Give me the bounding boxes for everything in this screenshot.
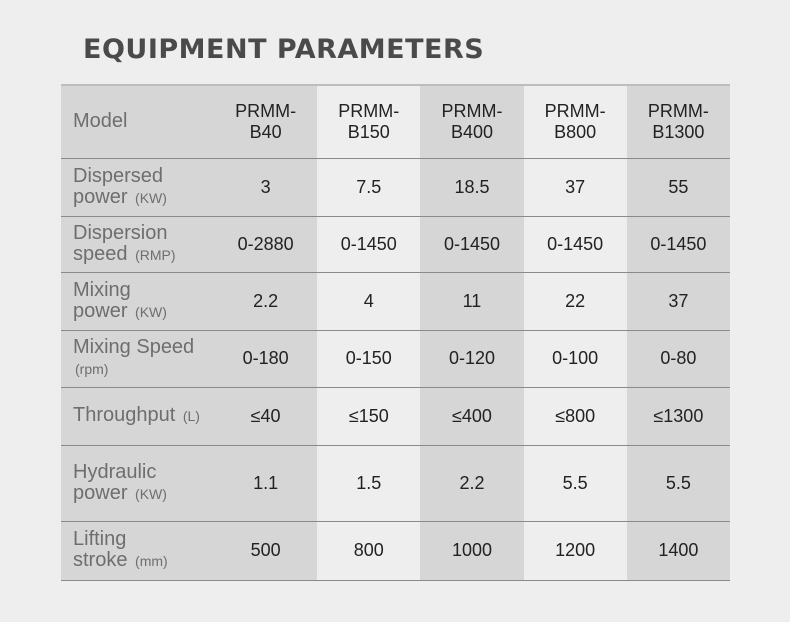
table-cell: 0-1450 xyxy=(317,216,420,272)
row-label xyxy=(61,330,214,387)
table-row xyxy=(61,216,730,272)
row-unit: (KW) xyxy=(135,485,167,502)
table-cell: 18.5 xyxy=(420,158,523,216)
table-cell: 0-1450 xyxy=(420,216,523,272)
table-cell: 7.5 xyxy=(317,158,420,216)
model-name-line1: PRMM- xyxy=(235,100,297,121)
table-cell: 4 xyxy=(317,272,420,330)
row-label-line1: Lifting xyxy=(73,528,127,550)
table-cell: 5.5 xyxy=(627,445,730,521)
table-cell: ≤800 xyxy=(524,387,627,445)
row-label xyxy=(61,387,214,445)
table-cell: 0-100 xyxy=(524,330,627,387)
model-name-line1: PRMM- xyxy=(441,100,503,121)
table-row xyxy=(61,330,730,387)
row-unit: (L) xyxy=(182,408,200,424)
table-cell: 1200 xyxy=(524,521,627,580)
row-label-line1: Mixing xyxy=(73,278,131,301)
model-cell xyxy=(317,85,420,158)
row-label-line1: Dispersion xyxy=(73,221,168,244)
table-cell: 2.2 xyxy=(214,272,317,330)
row-label-line1: Throughput xyxy=(73,404,176,426)
table-cell: 800 xyxy=(317,521,420,580)
table-cell: 0-80 xyxy=(627,330,730,387)
row-label-line2: power xyxy=(73,481,128,504)
table-row xyxy=(61,387,730,445)
model-name-line2: B40 xyxy=(249,121,282,142)
header-label xyxy=(61,85,214,158)
row-label xyxy=(61,272,214,330)
row-unit: (KW) xyxy=(135,303,167,320)
table-row xyxy=(61,272,730,330)
row-label xyxy=(61,158,214,216)
model-name-line2: B400 xyxy=(450,121,493,142)
table-row xyxy=(61,158,730,216)
model-name-line1: PRMM- xyxy=(544,100,606,121)
table-cell: 37 xyxy=(524,158,627,216)
table-cell: 37 xyxy=(627,272,730,330)
row-unit: (KW) xyxy=(135,189,167,206)
row-label-line1: Hydraulic xyxy=(73,460,157,483)
table-cell: ≤150 xyxy=(317,387,420,445)
table-cell: 2.2 xyxy=(420,445,523,521)
row-unit: (RMP) xyxy=(135,246,176,263)
table-cell: ≤400 xyxy=(420,387,523,445)
row-label-line1: Dispersed xyxy=(73,164,164,187)
table-cell: 0-2880 xyxy=(214,216,317,272)
model-name-line1: PRMM- xyxy=(338,100,400,121)
row-label xyxy=(61,445,214,521)
model-name-line2: B1300 xyxy=(652,121,705,142)
table-cell: 5.5 xyxy=(524,445,627,521)
row-label xyxy=(61,521,214,580)
model-cell xyxy=(214,85,317,158)
table-cell: 0-1450 xyxy=(524,216,627,272)
table-cell: 1.5 xyxy=(317,445,420,521)
model-label: Model xyxy=(73,110,128,133)
table-cell: 3 xyxy=(214,158,317,216)
row-label-line2: power xyxy=(73,299,128,322)
row-label-line2: speed xyxy=(73,242,128,265)
table-cell: 22 xyxy=(524,272,627,330)
row-label xyxy=(61,216,214,272)
model-cell xyxy=(420,85,523,158)
table-cell: 1400 xyxy=(627,521,730,580)
parameters-table xyxy=(61,84,730,581)
table-cell: 0-120 xyxy=(420,330,523,387)
table-cell: ≤1300 xyxy=(627,387,730,445)
table-cell: 55 xyxy=(627,158,730,216)
page-title: EQUIPMENT PARAMETERS xyxy=(83,34,485,65)
table-cell: 500 xyxy=(214,521,317,580)
row-label-line2: power xyxy=(73,185,128,208)
row-unit: (mm) xyxy=(135,553,168,569)
table-cell: 0-1450 xyxy=(627,216,730,272)
table-cell: 1000 xyxy=(420,521,523,580)
table-cell: 11 xyxy=(420,272,523,330)
table-row xyxy=(61,521,730,580)
row-label-line2: stroke xyxy=(73,549,128,571)
table-cell: 0-180 xyxy=(214,330,317,387)
table-header-row xyxy=(61,85,730,158)
table-cell: 1.1 xyxy=(214,445,317,521)
table-row xyxy=(61,445,730,521)
model-name-line2: B800 xyxy=(554,121,597,142)
table-cell: ≤40 xyxy=(214,387,317,445)
model-name-line1: PRMM- xyxy=(647,100,709,121)
row-label-line1: Mixing Speed xyxy=(73,336,195,358)
model-cell xyxy=(524,85,627,158)
row-unit: (rpm) xyxy=(75,361,109,377)
model-cell xyxy=(627,85,730,158)
table-cell: 0-150 xyxy=(317,330,420,387)
model-name-line2: B150 xyxy=(347,121,390,142)
